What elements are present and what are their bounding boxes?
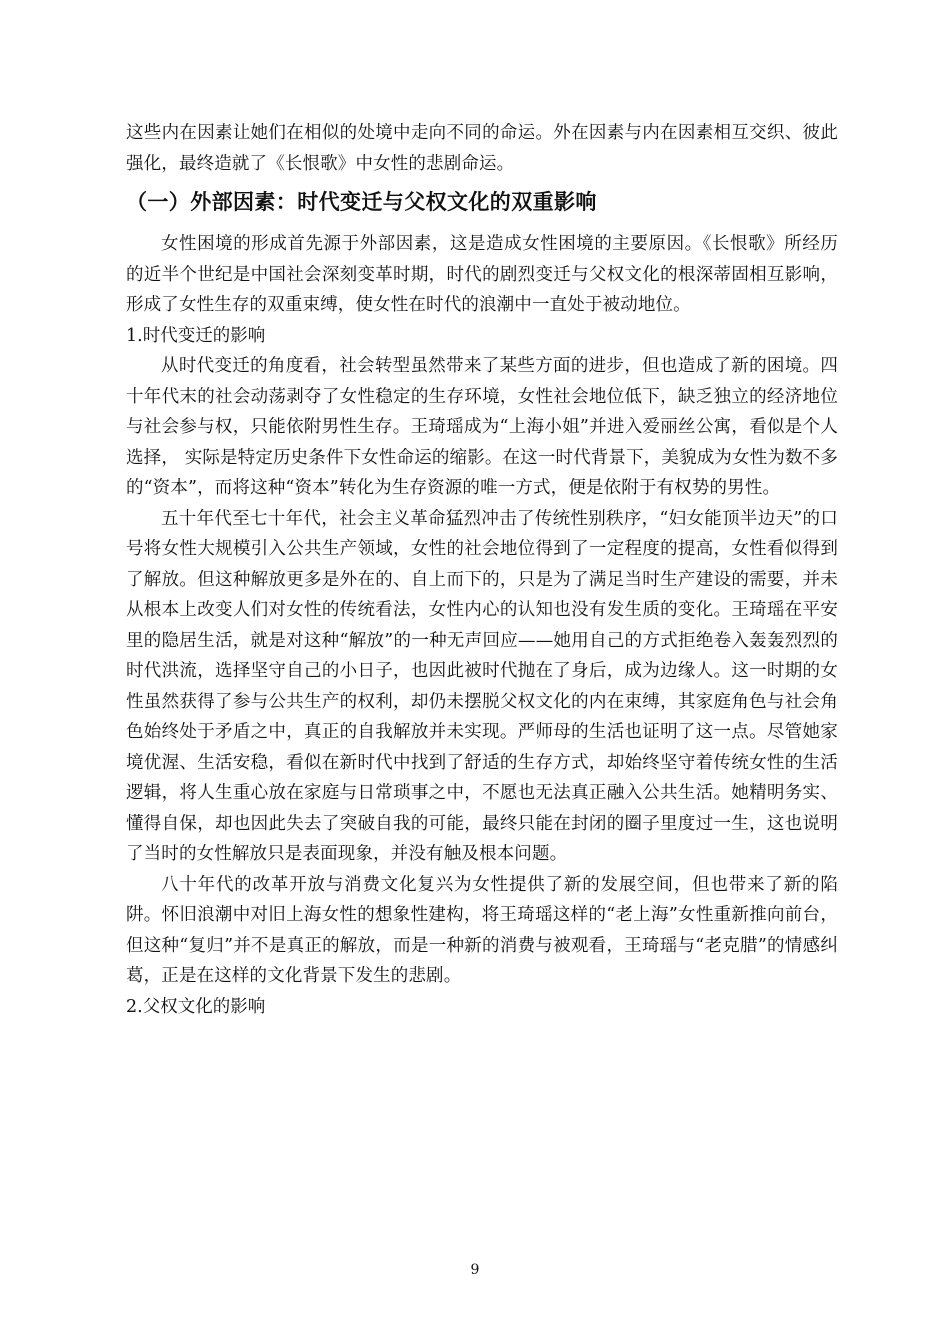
page-body [126,118,838,1022]
section-intro-paragraph: 女性困境的形成首先源于外部因素，这是造成女性困境的主要原因。《长恨歌》所经历的近半个世纪是中国社会深刻变革时期，时代的剧烈变迁与父权文化的根深蒂固相互影响，形成了女性生存的双重束缚，使女性在时代的浪潮中一直处于被动地位。 [126,234,838,315]
section-heading: （一）外部因素：时代变迁与父权文化的双重影响 [126,190,597,214]
subsection-2-title: 2.父权文化的影响 [126,996,266,1017]
subsection-1-paragraph-1: 从时代变迁的角度看，社会转型虽然带来了某些方面的进步，但也造成了新的困境。四十年代末的社会动荡剥夺了女性稳定的生存环境，女性社会地位低下，缺乏独立的经济地位与社会参与权，只能依附男性生存。王琦瑶成为“上海小姐”并进入爱丽丝公寓，看似是个人选择， 实际是特定历史条件下女性命运的缩影。在这一时代背景下，美貌成为女性为数不多的“资本”，而将这种“资本”转化为生存资源的唯一方式，便是依附于有权势的男性。 [126,356,838,498]
subsection-1-title: 1.时代变迁的影响 [126,325,266,346]
paragraph-intro-continued: 这些内在因素让她们在相似的处境中走向不同的命运。外在因素与内在因素相互交织、彼此强化，最终造就了《长恨歌》中女性的悲剧命运。 [126,123,838,174]
page-number: 9 [470,1262,480,1278]
subsection-1-paragraph-2: 五十年代至七十年代，社会主义革命猛烈冲击了传统性别秩序，“妇女能顶半边天”的口号将女性大规模引入公共生产领域，女性的社会地位得到了一定程度的提高，女性看似得到了解放。但这种解放更多是外在的、自上而下的，只是为了满足当时生产建设的需要，并未从根本上改变人们对女性的传统看法，女性内心的认知也没有发生质的变化。王琦瑶在平安里的隐居生活，就是对这种“解放”的一种无声回应——她用自己的方式拒绝卷入轰轰烈烈的时代洪流，选择坚守自己的小日子，也因此被时代抛在了身后，成为边缘人。这一时期的女性虽然获得了参与公共生产的权利，却仍未摆脱父权文化的内在束缚，其家庭角色与社会角色始终处于矛盾之中，真正的自我解放并未实现。严师母的生活也证明了这一点。尽管她家境优渥、生活安稳，看似在新时代中找到了舒适的生存方式，却始终坚守着传统女性的生活逻辑，将人生重心放在家庭与日常琐事之中，不愿也无法真正融入公共生活。她精明务实、懂得自保，却也因此失去了突破自我的可能，最终只能在封闭的圈子里度过一生，这也说明了当时的女性解放只是表面现象，并没有触及根本问题。 [126,508,838,864]
subsection-1-paragraph-3: 八十年代的改革开放与消费文化复兴为女性提供了新的发展空间，但也带来了新的陷阱。怀旧浪潮中对旧上海女性的想象性建构，将王琦瑶这样的“老上海”女性重新推向前台，但这种“复归”并不是真正的解放，而是一种新的消费与被观看，王琦瑶与“老克腊”的情感纠葛，正是在这样的文化背景下发生的悲剧。 [126,874,838,986]
